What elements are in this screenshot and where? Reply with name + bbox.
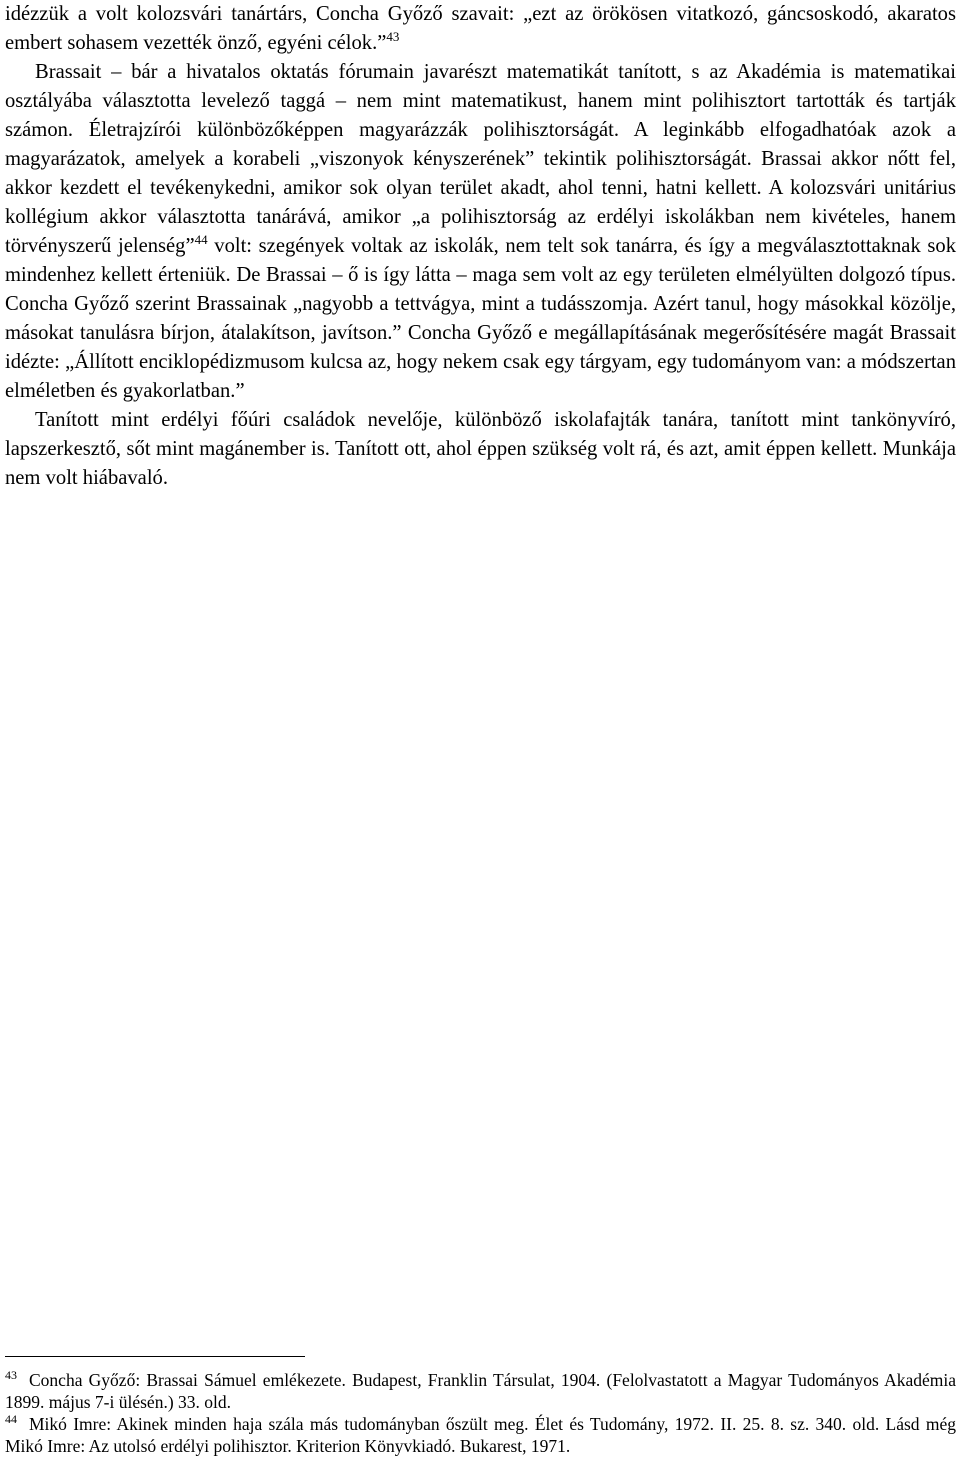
footnote-number: 44	[5, 1412, 17, 1426]
footnote-43	[5, 1369, 956, 1413]
footnote-number: 43	[5, 1368, 17, 1382]
paragraph-2-text-b: volt: szegények voltak az iskolák, nem telt sok tanárra, és így a megválasztottaknak sok mindenhez kellett érteniük. De Brassai – ő is így látta – maga sem volt az egy területen elmélyülten dolgozó típus. Concha Győző szerint Brassainak „nagyobb a tettvágya, mint a tudásszomja. Azért tanul, hogy másokkal közölje, másokat tanulásra bírjon, átalakítson, javítson.” Concha Győző e megállapításának megerősítésére magát Brassait idézte: „Állított enciklopédizmusom kulcsa az, hogy nekem csak egy tárgyam, egy tudományom van: a módszertan elméletben és gyakorlatban.”	[5, 235, 956, 402]
footnote-44	[5, 1413, 956, 1457]
paragraph-1-text: idézzük a volt kolozsvári tanártárs, Concha Győző szavait: „ezt az örökösen vitatkozó, gáncsoskodó, akaratos embert sohasem vezették önző, egyéni célok.”	[5, 3, 956, 54]
paragraph-2	[5, 58, 956, 406]
document-page	[5, 0, 956, 1468]
paragraph-2-text-a: Brassait – bár a hivatalos oktatás fórumain javarészt matematikát tanított, s az Akadémia is matematikai osztályába választotta levelező taggá – nem mint matematikust, hanem mint polihisztort tartották és tartják számon. Életrajzírói különbözőképpen magyarázzák polihisztorságát. A leginkább elfogadhatóak azok a magyarázatok, amelyek a korabeli „viszonyok kényszerének” tekintik polihisztorságát. Brassai akkor nőtt fel, akkor kezdett el tevékenykedni, amikor sok olyan terület akadt, ahol tenni, hatni kellett. A kolozsvári unitárius kollégium akkor választotta tanárává, amikor „a polihisztorság az erdélyi iskolákban nem kivételes, hanem törvényszerű jelenség”	[5, 61, 956, 257]
footnote-ref-43: 43	[386, 29, 400, 44]
footnote-separator	[5, 1356, 305, 1357]
paragraph-1	[5, 0, 956, 58]
body-text	[5, 0, 956, 493]
paragraph-3-text: Tanított mint erdélyi főúri családok nevelője, különböző iskolafajták tanára, tanított mint tankönyvíró, lapszerkesztő, sőt mint magánember is. Tanított ott, ahol éppen szükség volt rá, és azt, amit éppen kellett. Munkája nem volt hiábavaló.	[5, 409, 956, 489]
footnotes	[5, 1356, 956, 1457]
paragraph-3	[5, 406, 956, 493]
footnote-ref-44: 44	[194, 232, 208, 247]
footnote-text: Concha Győző: Brassai Sámuel emlékezete. Budapest, Franklin Társulat, 1904. (Felolvastatott a Magyar Tudományos Akadémia 1899. május 7-i ülésén.) 33. old.	[5, 1370, 956, 1412]
footnote-text: Mikó Imre: Akinek minden haja szála más tudományban őszült meg. Élet és Tudomány, 1972. II. 25. 8. sz. 340. old. Lásd még Mikó Imre: Az utolsó erdélyi polihisztor. Kriterion Könyvkiadó. Bukarest, 1971.	[5, 1414, 956, 1456]
